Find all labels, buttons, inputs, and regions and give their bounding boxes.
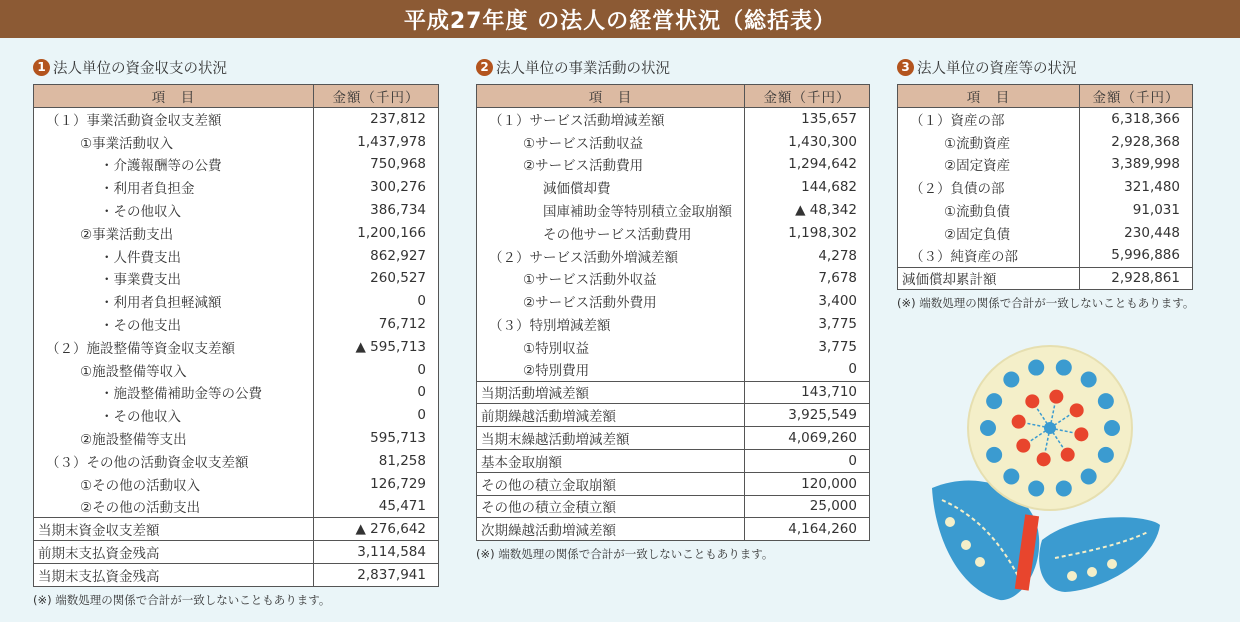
row-amount: 4,164,260: [745, 518, 870, 541]
row-amount: 2,928,861: [1080, 267, 1193, 290]
column-header-amount: 金額（千円）: [745, 85, 870, 108]
column-header-amount: 金額（千円）: [314, 85, 439, 108]
row-amount: 595,713: [370, 430, 426, 447]
section-number: 3: [897, 59, 914, 76]
felt-leaf-right-icon: [1039, 517, 1160, 592]
table-row: [34, 108, 439, 131]
row-amount: 2,837,941: [314, 563, 439, 586]
row-label: （２）サービス活動外増減差額: [477, 244, 745, 267]
row-label: ①サービス活動収益: [477, 130, 745, 153]
row-amount: 1,437,978: [357, 133, 426, 150]
row-label: （３）その他の活動資金収支差額: [34, 449, 314, 472]
row-label: 減価償却費: [477, 176, 745, 199]
felt-dot-icon: [1028, 480, 1044, 496]
row-amount: 260,527: [370, 270, 426, 287]
row-label: ・その他支出: [34, 313, 314, 336]
row-amount: 750,968: [370, 156, 426, 173]
row-label: 当期末繰越活動増減差額: [477, 427, 745, 450]
row-amount: 321,480: [1124, 179, 1180, 196]
assets-table: [897, 84, 1193, 290]
row-label: ②固定資産: [898, 153, 1080, 176]
table-row: [898, 153, 1193, 176]
row-label: ・利用者負担軽減額: [34, 290, 314, 313]
column-header-item: 項 目: [898, 85, 1080, 108]
table-row: [898, 130, 1193, 153]
row-label: ②サービス活動費用: [477, 153, 745, 176]
row-label: ・その他収入: [34, 199, 314, 222]
table-row: [34, 244, 439, 267]
row-label: ②固定負債: [898, 221, 1080, 244]
felt-dot-icon: [1081, 372, 1097, 388]
row-label: その他の積立金積立額: [477, 495, 745, 518]
felt-dot-icon: [1081, 468, 1097, 484]
row-label: ①その他の活動収入: [34, 472, 314, 495]
section-number: 2: [476, 59, 493, 76]
table-row: [34, 518, 439, 541]
table-row: [34, 199, 439, 222]
table-row: [898, 199, 1193, 222]
section-business-activity: [476, 57, 870, 562]
table-row: [477, 404, 870, 427]
row-amount: 862,927: [370, 247, 426, 264]
row-label: （１）資産の部: [898, 108, 1080, 131]
row-label: （１）事業活動資金収支差額: [34, 108, 314, 131]
table-row: [34, 472, 439, 495]
row-amount: 144,682: [801, 179, 857, 196]
table-row: [477, 495, 870, 518]
table-row: [477, 290, 870, 313]
row-amount: 237,812: [370, 111, 426, 128]
table-row: [477, 449, 870, 472]
felt-center-icon: [1044, 422, 1056, 434]
row-amount: 5,996,886: [1111, 247, 1180, 264]
row-amount: 0: [745, 449, 870, 472]
table-row: [477, 313, 870, 336]
felt-dot-icon: [1056, 480, 1072, 496]
table-row: [34, 563, 439, 586]
row-label: ・人件費支出: [34, 244, 314, 267]
page-title: 平成27年度 の法人の経営状況（総括表）: [0, 0, 1240, 38]
row-amount: 300,276: [370, 179, 426, 196]
felt-flower-icon: [920, 340, 1220, 610]
felt-dot-icon: [1098, 447, 1114, 463]
table-row: [477, 358, 870, 381]
felt-dot-icon: [1056, 360, 1072, 376]
table-row: [477, 221, 870, 244]
felt-dot-icon: [1074, 427, 1088, 441]
table-row: [34, 404, 439, 427]
business-activity-table: [476, 84, 870, 541]
table-header-row: [898, 85, 1193, 108]
table-row: [477, 472, 870, 495]
section-heading: [33, 57, 439, 77]
row-label: 次期繰越活動増減差額: [477, 518, 745, 541]
row-label: 当期末資金収支差額: [34, 518, 314, 541]
felt-dot-icon: [1104, 420, 1120, 436]
row-amount: 91,031: [1132, 202, 1180, 219]
row-label: ①流動資産: [898, 130, 1080, 153]
row-amount: 81,258: [378, 452, 426, 469]
rounding-note: (※) 端数処理の関係で合計が一致しないこともあります。: [897, 296, 1195, 311]
row-amount: ▲ 595,713: [355, 338, 426, 355]
table-row: [477, 267, 870, 290]
table-row: [34, 313, 439, 336]
row-amount: 45,471: [378, 498, 426, 515]
table-row: [898, 221, 1193, 244]
row-amount: 2,928,368: [1111, 133, 1180, 150]
table-header-row: [34, 85, 439, 108]
table-row: [34, 358, 439, 381]
row-label: （１）サービス活動増減差額: [477, 108, 745, 131]
row-amount: 3,114,584: [314, 541, 439, 564]
row-amount: 0: [417, 384, 426, 401]
row-label: 前期末支払資金残高: [34, 541, 314, 564]
row-amount: 386,734: [370, 202, 426, 219]
row-amount: 3,925,549: [745, 404, 870, 427]
felt-dot-icon: [986, 393, 1002, 409]
row-label: ②施設整備等支出: [34, 427, 314, 450]
table-row: [34, 381, 439, 404]
table-row: [898, 244, 1193, 267]
table-row: [477, 335, 870, 358]
row-label: ・事業費支出: [34, 267, 314, 290]
row-label: ②サービス活動外費用: [477, 290, 745, 313]
row-label: ・介護報酬等の公費: [34, 153, 314, 176]
column-header-amount: 金額（千円）: [1080, 85, 1193, 108]
felt-dot-icon: [1003, 468, 1019, 484]
table-row: [34, 130, 439, 153]
section-assets: [897, 57, 1194, 311]
table-row: [477, 199, 870, 222]
row-amount: 6,318,366: [1111, 111, 1180, 128]
table-row: [477, 518, 870, 541]
row-amount: ▲ 48,342: [795, 202, 857, 219]
felt-dot-icon: [1012, 415, 1026, 429]
row-label: （３）純資産の部: [898, 244, 1080, 267]
felt-dot-icon: [1028, 360, 1044, 376]
row-amount: 25,000: [745, 495, 870, 518]
cash-flow-table: [33, 84, 439, 587]
rounding-note: (※) 端数処理の関係で合計が一致しないこともあります。: [33, 592, 331, 607]
row-amount: 126,729: [370, 475, 426, 492]
felt-blossom-icon: [968, 346, 1132, 510]
section-title: 法人単位の資産等の状況: [917, 60, 1077, 77]
row-label: ①施設整備等収入: [34, 358, 314, 381]
table-row: [898, 108, 1193, 131]
column-header-item: 項 目: [477, 85, 745, 108]
rounding-note: (※) 端数処理の関係で合計が一致しないこともあります。: [476, 547, 774, 562]
table-row: [34, 290, 439, 313]
felt-dot-icon: [986, 447, 1002, 463]
table-row: [898, 176, 1193, 199]
table-row: [34, 427, 439, 450]
felt-dot-icon: [1025, 394, 1039, 408]
table-row: [477, 244, 870, 267]
row-label: ①事業活動収入: [34, 130, 314, 153]
section-heading: [476, 57, 870, 77]
row-amount: 1,200,166: [357, 224, 426, 241]
section-title: 法人単位の事業活動の状況: [496, 60, 670, 77]
felt-dot-icon: [1061, 448, 1075, 462]
felt-dot-icon: [980, 420, 996, 436]
table-row: [34, 267, 439, 290]
felt-dot-icon: [1037, 452, 1051, 466]
row-label: ②事業活動支出: [34, 221, 314, 244]
table-header-row: [477, 85, 870, 108]
table-row: [34, 176, 439, 199]
table-row: [898, 267, 1193, 290]
row-amount: ▲ 276,642: [314, 518, 439, 541]
row-amount: 7,678: [818, 270, 857, 287]
row-amount: 143,710: [745, 381, 870, 404]
row-label: 国庫補助金等特別積立金取崩額: [477, 199, 745, 222]
table-row: [477, 381, 870, 404]
row-amount: 0: [417, 407, 426, 424]
section-title: 法人単位の資金収支の状況: [53, 60, 227, 77]
row-amount: 3,775: [818, 338, 857, 355]
row-label: （３）特別増減差額: [477, 313, 745, 336]
table-row: [34, 153, 439, 176]
row-amount: 3,775: [818, 316, 857, 333]
row-amount: 3,389,998: [1111, 156, 1180, 173]
table-row: [477, 153, 870, 176]
row-label: （２）負債の部: [898, 176, 1080, 199]
table-row: [34, 495, 439, 518]
row-amount: 0: [417, 293, 426, 310]
row-label: ①サービス活動外収益: [477, 267, 745, 290]
row-amount: 1,198,302: [788, 224, 857, 241]
table-row: [34, 335, 439, 358]
row-amount: 3,400: [818, 293, 857, 310]
row-label: 基本金取崩額: [477, 449, 745, 472]
row-label: ・その他収入: [34, 404, 314, 427]
row-label: その他の積立金取崩額: [477, 472, 745, 495]
row-label: その他サービス活動費用: [477, 221, 745, 244]
row-amount: 0: [848, 361, 857, 378]
table-row: [477, 176, 870, 199]
section-number: 1: [33, 59, 50, 76]
row-amount: 120,000: [745, 472, 870, 495]
row-label: ①流動負債: [898, 199, 1080, 222]
row-amount: 76,712: [378, 316, 426, 333]
table-row: [477, 108, 870, 131]
row-amount: 1,294,642: [788, 156, 857, 173]
row-label: ②その他の活動支出: [34, 495, 314, 518]
row-label: 当期末支払資金残高: [34, 563, 314, 586]
felt-dot-icon: [1049, 390, 1063, 404]
row-label: ・施設整備補助金等の公費: [34, 381, 314, 404]
section-cash-flow: [33, 57, 439, 608]
table-row: [34, 449, 439, 472]
section-heading: [897, 57, 1194, 77]
row-label: ・利用者負担金: [34, 176, 314, 199]
row-label: ②特別費用: [477, 358, 745, 381]
row-amount: 4,069,260: [745, 427, 870, 450]
row-amount: 230,448: [1124, 224, 1180, 241]
row-amount: 135,657: [801, 111, 857, 128]
row-amount: 1,430,300: [788, 133, 857, 150]
table-row: [477, 130, 870, 153]
row-amount: 4,278: [818, 247, 857, 264]
row-label: 減価償却累計額: [898, 267, 1080, 290]
table-row: [34, 541, 439, 564]
table-row: [34, 221, 439, 244]
table-row: [477, 427, 870, 450]
felt-dot-icon: [1016, 439, 1030, 453]
row-label: 前期繰越活動増減差額: [477, 404, 745, 427]
row-label: ①特別収益: [477, 335, 745, 358]
column-header-item: 項 目: [34, 85, 314, 108]
felt-dot-icon: [1098, 393, 1114, 409]
row-label: 当期活動増減差額: [477, 381, 745, 404]
row-amount: 0: [417, 361, 426, 378]
felt-dot-icon: [1070, 403, 1084, 417]
row-label: （２）施設整備等資金収支差額: [34, 335, 314, 358]
felt-dot-icon: [1003, 372, 1019, 388]
